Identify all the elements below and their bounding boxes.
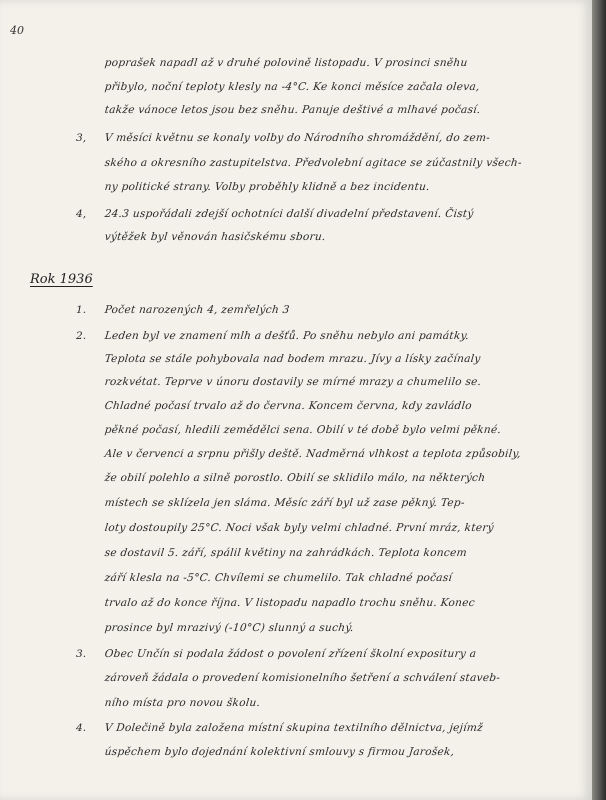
text-line: září klesla na -5°C. Chvílemi se chumelilo. Tak chladné počasí: [104, 572, 453, 584]
text-line: Obec Unčín si podala žádost o povolení zřízení školní expositury a: [104, 648, 477, 660]
text-line: Počet narozených 4, zemřelých 3: [104, 304, 291, 316]
notebook-binding-edge: [592, 0, 606, 800]
text-line: trvalo až do konce října. V listopadu napadlo trochu sněhu. Konec: [104, 597, 476, 609]
text-line: Chladné počasí trvalo až do června. Koncem června, kdy zavládlo: [104, 400, 473, 412]
text-line: loty dostoupily 25°C. Noci však byly velmi chladné. První mráz, který: [104, 522, 495, 534]
text-line: pěkné počasí, hledili zemědělci sena. Obilí v té době bylo velmi pěkné.: [104, 424, 502, 436]
text-line: úspěchem bylo dojednání kolektivní smlouvy s firmou Jarošek,: [104, 746, 455, 758]
text-line: 24.3 uspořádali zdejší ochotníci další divadelní představení. Čistý: [104, 208, 475, 220]
text-line: zároveň žádala o provedení komisionelního šetření a schválení staveb-: [104, 672, 501, 684]
text-line: Leden byl ve znamení mlh a dešťů. Po sněhu nebylo ani památky.: [104, 330, 470, 342]
item-number: 4,: [76, 208, 87, 220]
item-number: 3,: [76, 132, 87, 144]
text-line: výtěžek byl věnován hasičskému sboru.: [104, 231, 327, 243]
text-line: takže vánoce letos jsou bez sněhu. Panuje deštivé a mlhavé počasí.: [104, 104, 482, 116]
text-line: přibylo, noční teploty klesly na -4°C. Ke konci měsíce začala oleva,: [104, 81, 481, 93]
text-line: Teplota se stále pohybovala nad bodem mrazu. Jívy a lísky začínaly: [104, 353, 482, 365]
text-line: se dostavil 5. září, spálil květiny na zahrádkách. Teplota koncem: [104, 547, 468, 559]
text-line: prosince byl mrazivý (-10°C) slunný a suchý.: [104, 622, 355, 634]
text-line: Ale v červenci a srpnu přišly deště. Nadměrná vlhkost a teplota způsobily,: [104, 448, 522, 460]
text-line: V Dolečině byla založena místní skupina textilního dělnictva, jejímž: [104, 722, 484, 734]
text-line: ního místa pro novou školu.: [104, 697, 261, 709]
year-heading: Rok 1936: [30, 272, 93, 287]
item-number: 1.: [76, 304, 87, 316]
text-line: poprašek napadl až v druhé polovině listopadu. V prosinci sněhu: [104, 57, 469, 69]
item-number: 2.: [76, 330, 87, 342]
text-line: že obilí polehlo a silně porostlo. Obilí se sklidilo málo, na některých: [104, 472, 486, 484]
text-line: rozkvétat. Teprve v únoru dostavily se mírné mrazy a chumelilo se.: [104, 376, 482, 388]
page-number: 40: [10, 24, 24, 37]
text-line: místech se sklízela jen sláma. Měsíc září byl už zase pěkný. Tep-: [104, 497, 466, 509]
item-number: 3.: [76, 648, 87, 660]
text-line: ny politické strany. Volby proběhly klidně a bez incidentu.: [104, 181, 431, 193]
text-line: ského a okresního zastupitelstva. Předvolební agitace se zúčastnily všech-: [104, 157, 523, 169]
text-line: V měsíci květnu se konaly volby do Národního shromáždění, do zem-: [104, 132, 491, 144]
item-number: 4.: [76, 722, 87, 734]
